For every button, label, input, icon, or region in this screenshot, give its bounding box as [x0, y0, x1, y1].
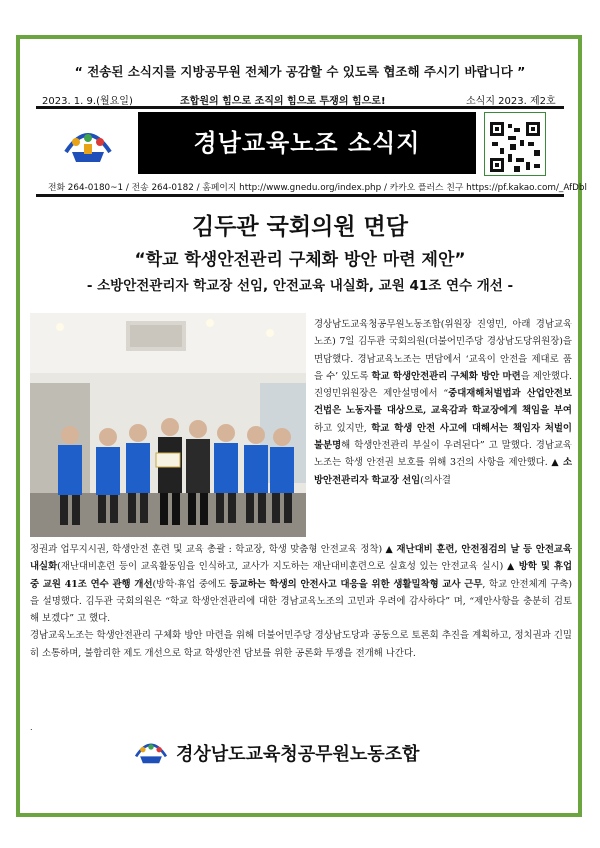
- masthead-title: 경남교육노조 소식지: [138, 112, 476, 174]
- para2-run: (방학·휴업 중에도: [152, 578, 230, 590]
- issue-date: 2023. 1. 9.(월요일): [42, 96, 133, 107]
- para1-run: 소방안전관리자 학교장 선임: [314, 457, 572, 486]
- article-title: 김두관 국회의원 면담: [192, 214, 408, 240]
- union-logo-icon: [60, 122, 116, 166]
- footer-logo-icon: [132, 736, 170, 766]
- masthead-rule-top: [36, 106, 564, 109]
- para1-run: 학교 학생 안전 사고에 대해서는 책임자 처벌이 불분명: [314, 422, 572, 452]
- para1-run: 하고 있지만,: [314, 422, 372, 434]
- article-paragraph-1: [314, 316, 572, 489]
- meeting-photo-icon: [30, 313, 306, 537]
- contact-line: 전화 264-0180~1 / 전송 264-0182 / 홈페이지 http://www.gnedu.org/index.php / 카카오 플러스 친구 https://pf.kakao.com/_AfDbl: [48, 183, 587, 193]
- para2-run: (재난대비훈련 등이 교육활동임을 인식하고, 교사가 지도하는 재난대비훈련으로 실효성 있는 안전교육 실시) ▲: [57, 561, 519, 573]
- para1-run: 중대재해처벌법과 산업안전보건법은 노동자를 대상으로, 교육감과 학교장에게 책임을 부여: [314, 388, 572, 417]
- para2-run: 방학 및 휴업 중 교원 41조 연수 관행 개선: [30, 561, 572, 590]
- para1-run: 을 제안했다. 진영민위원장은 제안설명에서 “: [314, 370, 573, 400]
- para2-run: 재난대비 훈련, 안전점검의 날 등 안전교육 내실화: [30, 544, 572, 573]
- para1-run: 경상남도교육청공무원노동조합(위원장 진영민, 아래 경남교육노조) 7일 김두관 국회의원(더불어민주당 경상남도당위원장)을 면담했다. 경남교육노조는 면담에서 ‘교육이 안전을 제대로 품을 수’ 있도록: [314, 319, 572, 382]
- article-body-full: [30, 541, 572, 662]
- article-subheading: - 소방안전관리자 학교장 선임, 안전교육 내실화, 교원 41조 연수 개선 -: [86, 278, 514, 294]
- separator-dot: .: [30, 723, 33, 732]
- para1-run: 학교 학생안전관리 구체화 방안 마련: [371, 370, 521, 382]
- para2-run: 정권과 업무지시권, 학생안전 훈련 및 교육 총괄 : 학교장, 학생 맞춤형 안전교육 정착) ▲: [30, 544, 397, 555]
- masthead-rule-bottom: [36, 194, 564, 197]
- issue-number: 소식지 2023. 제2호: [466, 96, 556, 107]
- footer-org-name: 경상남도교육청공무원노동조합: [176, 744, 420, 765]
- para2-run: , 학교 안전체계 구축)을 설명했다. 김두관 국회의원은 “학교 학생안전관리에 대한 경남교육노조의 고민과 우려에 감사하다” 며, “제안사항을 충분히 검토해 보겠다” 고 했다.: [30, 578, 572, 625]
- para2-run: 등교하는 학생의 안전사고 대응을 위한 생활밀착형 교사 근무: [229, 578, 483, 590]
- article-body-column: [314, 316, 572, 489]
- qr-code-icon[interactable]: [484, 112, 546, 176]
- article-paragraph-2: [30, 541, 572, 627]
- article-subtitle: “학교 학생안전관리 구체화 방안 마련 제안”: [134, 250, 466, 270]
- para1-run: (의사결: [420, 474, 451, 486]
- slogan: “ 전송된 소식지를 지방공무원 전체가 공감할 수 있도록 협조해 주시기 바랍니다 ”: [74, 64, 526, 79]
- motto: 조합원의 힘으로 조직의 힘으로 투쟁의 힘으로!: [180, 96, 386, 107]
- article-paragraph-3: 경남교육노조는 학생안전관리 구체화 방안 마련을 위해 더불어민주당 경상남도당과 공동으로 토론회 추진을 계획하고, 정치권과 긴밀히 소통하며, 불합리한 제도 개선으로 학교 학생안전 담보를 위한 공론화 투쟁을 전개해 나간다.: [30, 630, 572, 659]
- para1-run: 해 학생안전관리 부실이 우려된다” 고 말했다. 경남교육노조는 학생 안전권 보호를 위해 3건의 사항을 제안했다. ▲: [314, 440, 572, 469]
